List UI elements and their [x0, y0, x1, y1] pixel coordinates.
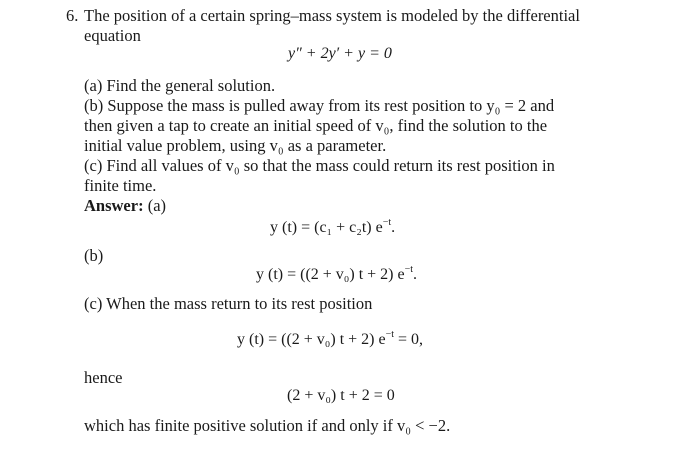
problem-number: 6. [66, 6, 79, 25]
answer-a-equation-base: y (t) = (c₁ + c₂t) e [270, 219, 383, 236]
hence-word: hence [84, 368, 123, 387]
answer-a-equation-end: . [391, 219, 396, 236]
answer-c-equation-exponent: −t [385, 328, 395, 340]
part-c-question-line-1: (c) Find all values of v₀ so that the mass could return its rest position in [84, 156, 555, 175]
differential-equation: y″ + 2y′ + y = 0 [288, 45, 392, 62]
problem-intro-line-1 [84, 6, 615, 26]
part-b-question-line-3: initial value problem, using v₀ as a parameter. [84, 136, 387, 155]
answer-a-equation-exponent: −t [382, 216, 392, 228]
hence-equation: (2 + v₀) t + 2 = 0 [287, 387, 395, 404]
answer-b-label: (b) [84, 246, 104, 265]
answer-heading [84, 196, 166, 216]
part-b-question-line-2: then given a tap to create an initial speed of v₀, find the solution to the [84, 116, 548, 135]
answer-c-text: (c) When the mass return to its rest position [84, 294, 373, 313]
part-c-question-line-2: finite time. [84, 176, 157, 195]
answer-c-equation-end: = 0, [394, 331, 424, 348]
conclusion-text: which has finite positive solution if and only if v₀ < −2. [84, 416, 451, 435]
problem-intro-text-1: The position of a certain spring–mass system is modeled by the differential [84, 6, 580, 25]
answer-b-equation-base: y (t) = ((2 + v₀) t + 2) e [256, 266, 405, 283]
answer-a-label: (a) [147, 196, 167, 215]
answer-label: Answer: [84, 196, 144, 215]
answer-b-equation [256, 265, 417, 285]
problem-intro-line-2: equation [84, 26, 141, 45]
answer-b-equation-exponent: −t [404, 263, 414, 275]
answer-a-equation [270, 218, 395, 238]
part-a-question: (a) Find the general solution. [84, 76, 276, 95]
answer-b-equation-end: . [413, 266, 418, 283]
answer-c-equation [237, 330, 423, 350]
part-b-question-line-1: (b) Suppose the mass is pulled away from its rest position to y₀ = 2 and [84, 96, 555, 115]
answer-c-equation-base: y (t) = ((2 + v₀) t + 2) e [237, 331, 386, 348]
